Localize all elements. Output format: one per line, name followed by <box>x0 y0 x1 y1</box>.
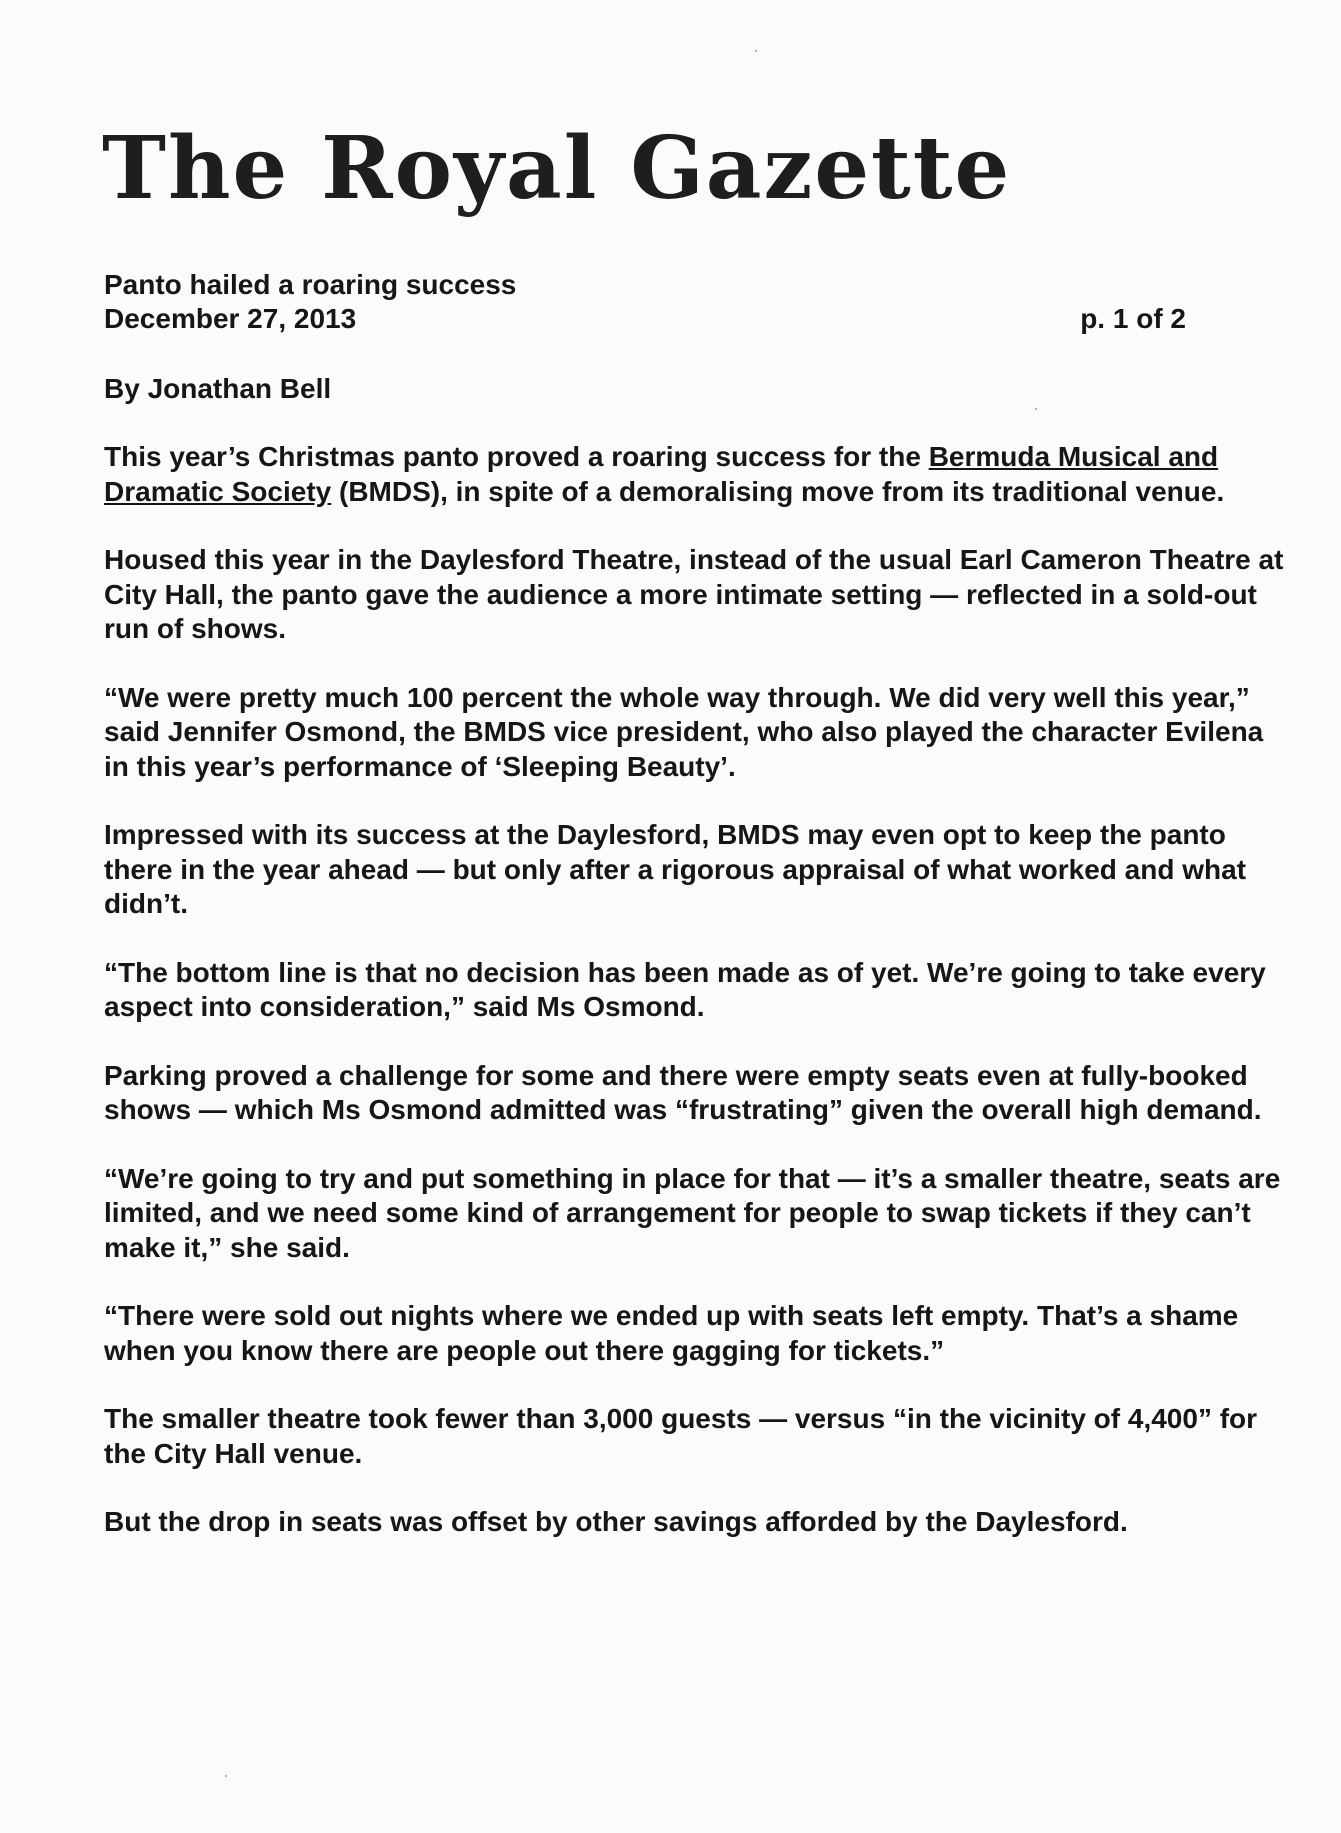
paragraph-5: “The bottom line is that no decision has been made as of yet. We’re going to take every aspect into consideration,” said Ms Osmond. <box>104 956 1266 1022</box>
page-label: p. 1 of 2 <box>1080 303 1186 334</box>
date-row <box>104 302 1186 336</box>
paragraph-4: Impressed with its success at the Daylesford, BMDS may even opt to keep the panto there in the year ahead — but only after a rigorous appraisal of what worked and what didn’t. <box>104 819 1247 919</box>
paragraph-1-intro: This year’s Christmas panto proved a roaring success for the <box>104 441 929 472</box>
scan-speck <box>225 1775 227 1777</box>
scan-speck <box>755 50 757 52</box>
paragraph-6: Parking proved a challenge for some and there were empty seats even at fully-booked shows — which Ms Osmond admitted was “frustrating” given the overall high demand. <box>104 1059 1262 1125</box>
paragraph-2: Housed this year in the Daylesford Theatre, instead of the usual Earl Cameron Theatre at City Hall, the panto gave the audience a more intimate setting — reflected in a sold-out run of shows. <box>104 544 1284 644</box>
headline: Panto hailed a roaring success <box>104 269 517 300</box>
paragraph-3: “We were pretty much 100 percent the whole way through. We did very well this year,” said Jennifer Osmond, the BMDS vice president, who also played the character Evilena in this year’s performance of ‘Sleeping Beauty’. <box>104 681 1264 782</box>
paragraph-9: The smaller theatre took fewer than 3,000 guests — versus “in the vicinity of 4,400” for the City Hall venue. <box>104 1403 1258 1469</box>
article-date: December 27, 2013 <box>104 303 357 334</box>
bmds-link[interactable]: Bermuda Musical and Dramatic Society <box>104 441 1219 507</box>
paragraph-1 <box>104 440 1284 509</box>
article-body <box>104 440 1284 1574</box>
paragraph-1-rest: (BMDS), in spite of a demoralising move from its traditional venue. <box>331 475 1225 507</box>
paragraph-7: “We’re going to try and put something in place for that — it’s a smaller theatre, seats are limited, and we need some kind of arrangement for people to swap tickets if they can’t make it,” she said. <box>104 1162 1281 1263</box>
byline: By Jonathan Bell <box>104 373 332 404</box>
paragraph-10: But the drop in seats was offset by other savings afforded by the Daylesford. <box>104 1506 1128 1537</box>
newspaper-masthead: The Royal Gazette <box>102 118 1012 219</box>
paragraph-8: “There were sold out nights where we ended up with seats left empty. That’s a shame when you know there are people out there gagging for tickets.” <box>104 1300 1239 1366</box>
article-header <box>104 268 1186 336</box>
scan-speck <box>1035 408 1037 410</box>
